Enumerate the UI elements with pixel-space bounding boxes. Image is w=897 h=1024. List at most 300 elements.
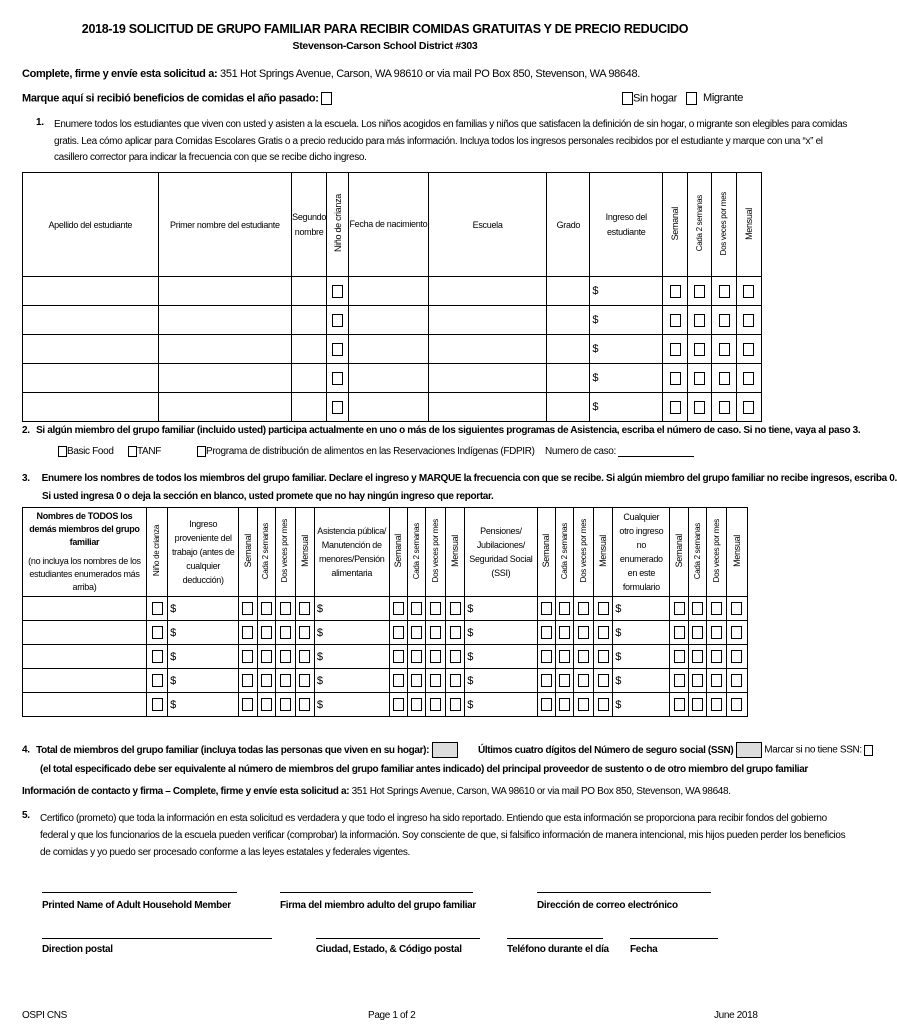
member-assist-twice-monthly-checkbox[interactable] [430,626,441,639]
member-assist-income[interactable] [314,693,389,717]
member-assist-income[interactable] [314,669,389,693]
student-monthly-checkbox[interactable] [743,401,754,414]
col-last-name: Apellido del estudiante [23,173,159,277]
member-work-weekly-checkbox[interactable] [242,698,253,711]
dollar-sign: $ [615,698,622,711]
student-second-name[interactable] [292,364,327,393]
member-assist-monthly-checkbox[interactable] [450,674,461,687]
member-other-weekly-checkbox[interactable] [674,674,685,687]
student-twice-monthly [712,277,737,306]
dollar-sign: $ [592,285,599,297]
student-first-name[interactable] [158,335,292,364]
member-pension-twice-monthly-checkbox[interactable] [578,602,589,615]
student-weekly-checkbox[interactable] [670,285,681,298]
student-biweekly-checkbox[interactable] [694,401,705,414]
household-table [22,507,748,717]
section1-line2: gratis. Lea cómo aplicar para Comidas Escolares Gratis o a precio reducido para más información. Incluya todos los ingresos personales recibidos por el estudiante y marque con una “x” el [54,135,823,147]
student-twice-monthly-checkbox[interactable] [719,285,730,298]
member-assist-twice-monthly-checkbox[interactable] [430,650,441,663]
member-pension-monthly-checkbox[interactable] [598,698,609,711]
member-other-income[interactable] [613,645,670,669]
member-other-weekly-checkbox[interactable] [674,626,685,639]
member-work-biweekly-checkbox[interactable] [261,650,272,663]
student-monthly [736,306,761,335]
member-work-twice-monthly [276,669,295,693]
student-twice-monthly [712,364,737,393]
dollar-sign: $ [615,602,622,615]
member-other-biweekly-checkbox[interactable] [692,602,703,615]
student-grade[interactable] [547,335,590,364]
member-work-monthly-checkbox[interactable] [299,602,310,615]
member-work-weekly-checkbox[interactable] [242,674,253,687]
no-ssn-label: Marcar si no tiene SSN: [764,744,862,756]
member-pension-monthly-checkbox[interactable] [598,674,609,687]
member-other-twice-monthly-checkbox[interactable] [711,698,722,711]
member-work-weekly [239,621,257,645]
col-other-twice-label: Dos veces por mes [711,519,721,583]
col-other-twice [707,508,726,597]
city-label: Ciudad, Estado, & Código postal [316,944,462,955]
students-table [22,172,762,422]
student-foster-checkbox[interactable] [332,343,343,356]
member-foster-checkbox[interactable] [152,602,163,615]
case-number-input[interactable] [618,446,694,457]
student-first-name[interactable] [158,306,292,335]
student-income[interactable] [590,364,663,393]
col-pension-biweekly-label: Cada 2 semanas [559,522,569,580]
student-grade[interactable] [547,306,590,335]
member-assist-weekly [389,693,407,717]
student-twice-monthly-checkbox[interactable] [719,401,730,414]
col-hh-foster [146,508,167,597]
member-assist-weekly-checkbox[interactable] [393,674,404,687]
student-income[interactable] [590,335,663,364]
member-other-weekly-checkbox[interactable] [674,650,685,663]
student-first-name[interactable] [158,393,292,422]
household-header-row [23,508,748,597]
phone-line[interactable] [507,938,603,939]
student-second-name[interactable] [292,393,327,422]
section5-number: 5. [22,810,30,821]
student-biweekly [688,364,712,393]
footer-left: OSPI CNS [22,1010,67,1021]
student-first-name[interactable] [158,277,292,306]
member-pension-twice-monthly-checkbox[interactable] [578,650,589,663]
member-pension-weekly-checkbox[interactable] [541,698,552,711]
col-pension-weekly [537,508,555,597]
student-first-name[interactable] [158,364,292,393]
migrant-option [686,92,743,105]
total-members-label: Total de miembros del grupo familiar (incluya todas las personas que viven en su hogar): [36,744,430,756]
member-work-weekly [239,693,257,717]
member-pension-weekly-checkbox[interactable] [541,650,552,663]
student-birthdate[interactable] [349,335,429,364]
ssn-input[interactable] [736,742,762,758]
migrant-checkbox[interactable] [686,92,697,105]
tanf-checkbox[interactable] [128,446,137,457]
no-ssn-checkbox[interactable] [864,745,873,756]
student-weekly [663,364,688,393]
member-assist-biweekly-checkbox[interactable] [411,650,422,663]
postal-line[interactable] [42,938,272,939]
member-work-twice-monthly-checkbox[interactable] [280,698,291,711]
member-pension-income[interactable] [465,597,537,621]
member-pension-twice-monthly [574,621,593,645]
city-line[interactable] [316,938,480,939]
student-monthly-checkbox[interactable] [743,314,754,327]
col-monthly [736,173,761,277]
col-work-biweekly-label: Cada 2 semanas [261,522,271,580]
col-pension-monthly [593,508,612,597]
member-assist-biweekly-checkbox[interactable] [411,626,422,639]
student-birthdate[interactable] [349,393,429,422]
student-weekly [663,393,688,422]
col-other-income: Cualquier otro ingreso no enumerado en este formulario [613,508,670,597]
member-work-twice-monthly-checkbox[interactable] [280,626,291,639]
col-work-income: Ingreso proveniente del trabajo (antes de cualquier deducción) [168,508,239,597]
phone-label: Teléfono durante el día [507,944,609,955]
member-pension-biweekly-checkbox[interactable] [559,674,570,687]
household-row [23,693,748,717]
tanf-option [128,446,161,457]
student-income[interactable] [590,306,663,335]
member-work-biweekly-checkbox[interactable] [261,626,272,639]
member-foster-checkbox[interactable] [152,698,163,711]
date-line[interactable] [630,938,718,939]
member-assist-biweekly-checkbox[interactable] [411,674,422,687]
member-work-monthly-checkbox[interactable] [299,650,310,663]
dollar-sign: $ [170,650,176,663]
member-work-twice-monthly [276,693,295,717]
student-biweekly-checkbox[interactable] [694,343,705,356]
member-pension-biweekly [556,597,574,621]
col-other-weekly-label: Semanal [674,534,685,568]
member-other-biweekly [688,669,706,693]
student-last-name[interactable] [23,335,159,364]
member-work-twice-monthly-checkbox[interactable] [280,674,291,687]
member-assist-biweekly [408,621,426,645]
member-foster-checkbox[interactable] [152,626,163,639]
member-other-weekly-checkbox[interactable] [674,602,685,615]
col-assist-biweekly-label: Cada 2 semanas [411,522,421,580]
member-assist-biweekly-checkbox[interactable] [411,698,422,711]
member-foster [146,621,167,645]
member-other-income[interactable] [613,621,670,645]
col-household-names-label: Nombres de TODOS los demás miembros del grupo familiar [29,511,140,547]
student-twice-monthly [712,335,737,364]
student-second-name[interactable] [292,335,327,364]
student-birthdate[interactable] [349,277,429,306]
section2-text: Si algún miembro del grupo familiar (incluido usted) participa actualmente en uno o más de los siguientes programas de Asistencia, escriba el número de caso. Si no tiene, vaya al paso 3. [36,425,861,436]
member-pension-weekly-checkbox[interactable] [541,626,552,639]
member-pension-income[interactable] [465,645,537,669]
member-other-monthly-checkbox[interactable] [731,650,742,663]
student-grade[interactable] [547,393,590,422]
signature-line[interactable] [280,892,473,893]
member-assist-monthly-checkbox[interactable] [450,650,461,663]
member-assist-weekly-checkbox[interactable] [393,650,404,663]
member-other-twice-monthly-checkbox[interactable] [711,602,722,615]
col-pension-weekly-label: Semanal [541,534,552,568]
student-foster-checkbox[interactable] [332,314,343,327]
member-work-twice-monthly-checkbox[interactable] [280,650,291,663]
member-assist-biweekly-checkbox[interactable] [411,602,422,615]
student-biweekly [688,335,712,364]
col-foster-label: Niño de crianza [332,194,343,253]
student-foster-checkbox[interactable] [332,401,343,414]
col-school: Escuela [428,173,547,277]
student-biweekly [688,306,712,335]
member-work-biweekly-checkbox[interactable] [261,698,272,711]
homeless-checkbox[interactable] [622,92,633,105]
member-work-monthly-checkbox[interactable] [299,698,310,711]
member-work-biweekly [257,669,275,693]
member-work-income[interactable] [168,597,239,621]
member-other-monthly [726,669,747,693]
student-monthly-checkbox[interactable] [743,285,754,298]
col-assist-biweekly [408,508,426,597]
member-assist-monthly-checkbox[interactable] [450,602,461,615]
member-other-income[interactable] [613,597,670,621]
member-assist-income[interactable] [314,645,389,669]
member-pension-biweekly-checkbox[interactable] [559,650,570,663]
member-work-biweekly-checkbox[interactable] [261,674,272,687]
household-row [23,669,748,693]
member-name[interactable] [23,597,147,621]
household-row [23,621,748,645]
member-assist-monthly-checkbox[interactable] [450,626,461,639]
member-other-monthly-checkbox[interactable] [731,602,742,615]
member-other-biweekly-checkbox[interactable] [692,698,703,711]
household-row [23,597,748,621]
member-pension-biweekly-checkbox[interactable] [559,698,570,711]
student-row [23,393,762,422]
member-name[interactable] [23,621,147,645]
student-school[interactable] [428,306,547,335]
student-foster-checkbox[interactable] [332,285,343,298]
member-pension-biweekly-checkbox[interactable] [559,626,570,639]
student-last-name[interactable] [23,393,159,422]
member-work-biweekly-checkbox[interactable] [261,602,272,615]
student-weekly-checkbox[interactable] [670,314,681,327]
student-birthdate[interactable] [349,364,429,393]
member-work-twice-monthly [276,597,295,621]
col-monthly-label: Mensual [743,207,754,240]
member-assist-weekly-checkbox[interactable] [393,602,404,615]
migrant-label: Migrante [703,92,743,105]
member-pension-weekly-checkbox[interactable] [541,602,552,615]
member-other-weekly [670,693,688,717]
member-other-weekly-checkbox[interactable] [674,698,685,711]
member-other-biweekly-checkbox[interactable] [692,674,703,687]
col-foster [327,173,349,277]
member-other-income[interactable] [613,669,670,693]
member-foster-checkbox[interactable] [152,650,163,663]
member-assist-twice-monthly-checkbox[interactable] [430,602,441,615]
member-foster [146,693,167,717]
member-other-income[interactable] [613,693,670,717]
member-assist-income[interactable] [314,621,389,645]
member-pension-income[interactable] [465,693,537,717]
member-pension-biweekly-checkbox[interactable] [559,602,570,615]
member-work-weekly-checkbox[interactable] [242,626,253,639]
section3-line1: Enumere los nombres de todos los miembros del grupo familiar. Declare el ingreso y MARQUE la frecuencia con que se recibe. Si algún miembro del grupo familiar no recibe ingresos, escriba 0. [41,473,897,484]
member-other-twice-monthly-checkbox[interactable] [711,674,722,687]
member-other-biweekly [688,621,706,645]
certification-line3: de comidas y yo puedo ser procesado conforme a las leyes estatales y federales vigentes. [40,847,410,858]
col-second-name: Segundo nombre [292,173,327,277]
member-pension-income[interactable] [465,669,537,693]
member-other-biweekly-checkbox[interactable] [692,650,703,663]
section3-line2: Si usted ingresa 0 o deja la sección en blanco, usted promete que no hay ningún ingreso que reportar. [42,491,494,502]
email-line[interactable] [537,892,711,893]
member-pension-monthly-checkbox[interactable] [598,602,609,615]
member-pension-twice-monthly-checkbox[interactable] [578,626,589,639]
member-pension-weekly [537,621,555,645]
member-assist-twice-monthly-checkbox[interactable] [430,698,441,711]
member-assist-monthly-checkbox[interactable] [450,698,461,711]
student-foster [327,306,349,335]
section1-line1: Enumere todos los estudiantes que viven con usted y asisten a la escuela. Los niños acogidos en familias y niños que satisfacen la definición de sin hogar, o migrante son elegibles para comidas [54,119,847,130]
dollar-sign: $ [467,650,474,663]
member-assist-weekly-checkbox[interactable] [393,698,404,711]
student-twice-monthly-checkbox[interactable] [719,314,730,327]
student-biweekly-checkbox[interactable] [694,372,705,385]
footer-page: Page 1 of 2 [368,1010,416,1021]
benefits-last-year-checkbox[interactable] [321,92,332,105]
member-work-monthly-checkbox[interactable] [299,626,310,639]
student-biweekly-checkbox[interactable] [694,285,705,298]
student-school[interactable] [428,393,547,422]
student-school[interactable] [428,364,547,393]
member-foster-checkbox[interactable] [152,674,163,687]
member-assist-weekly-checkbox[interactable] [393,626,404,639]
student-twice-monthly-checkbox[interactable] [719,372,730,385]
member-pension-monthly [593,621,612,645]
member-work-monthly [295,669,314,693]
student-weekly [663,335,688,364]
student-income[interactable] [590,277,663,306]
member-name[interactable] [23,669,147,693]
member-other-biweekly-checkbox[interactable] [692,626,703,639]
member-other-monthly-checkbox[interactable] [731,674,742,687]
member-other-biweekly [688,645,706,669]
member-other-monthly-checkbox[interactable] [731,626,742,639]
email-label: Dirección de correo electrónico [537,900,678,911]
col-work-weekly-label: Semanal [242,534,253,568]
col-biweekly [688,173,712,277]
section2-heading [22,425,860,436]
member-assist-monthly [445,645,464,669]
student-second-name[interactable] [292,306,327,335]
student-weekly-checkbox[interactable] [670,372,681,385]
student-grade[interactable] [547,364,590,393]
student-last-name[interactable] [23,364,159,393]
dollar-sign: $ [467,698,474,711]
student-row [23,335,762,364]
member-work-biweekly [257,645,275,669]
member-pension-monthly-checkbox[interactable] [598,650,609,663]
student-biweekly-checkbox[interactable] [694,314,705,327]
student-school[interactable] [428,335,547,364]
member-pension-twice-monthly-checkbox[interactable] [578,674,589,687]
member-assist-biweekly [408,597,426,621]
member-work-twice-monthly-checkbox[interactable] [280,602,291,615]
member-work-income[interactable] [168,645,239,669]
member-pension-twice-monthly-checkbox[interactable] [578,698,589,711]
footer-date: June 2018 [714,1010,758,1021]
member-work-income[interactable] [168,621,239,645]
member-work-income[interactable] [168,693,239,717]
member-work-income[interactable] [168,669,239,693]
student-last-name[interactable] [23,277,159,306]
student-monthly-checkbox[interactable] [743,372,754,385]
total-members-input[interactable] [432,742,458,758]
student-twice-monthly-checkbox[interactable] [719,343,730,356]
student-birthdate[interactable] [349,306,429,335]
member-assist-income[interactable] [314,597,389,621]
fdpir-checkbox[interactable] [197,446,206,457]
member-pension-monthly [593,693,612,717]
postal-label: Direction postal [42,944,113,955]
basic-food-checkbox[interactable] [58,446,67,457]
homeless-option [622,92,677,105]
household-body [23,597,748,717]
member-pension-weekly-checkbox[interactable] [541,674,552,687]
member-pension-weekly [537,693,555,717]
member-other-twice-monthly-checkbox[interactable] [711,626,722,639]
col-household-names-note: (no incluya los nombres de los estudiantes enumerados más arriba) [28,556,141,592]
col-pension-twice-label: Dos veces por mes [578,519,588,583]
printed-name-line[interactable] [42,892,237,893]
member-pension-monthly-checkbox[interactable] [598,626,609,639]
student-last-name[interactable] [23,306,159,335]
member-foster [146,669,167,693]
student-grade[interactable] [547,277,590,306]
member-work-biweekly [257,597,275,621]
member-work-monthly [295,645,314,669]
member-work-monthly-checkbox[interactable] [299,674,310,687]
student-weekly-checkbox[interactable] [670,401,681,414]
member-work-weekly-checkbox[interactable] [242,602,253,615]
member-assist-biweekly [408,645,426,669]
student-twice-monthly [712,393,737,422]
student-school[interactable] [428,277,547,306]
member-name[interactable] [23,645,147,669]
col-assistance: Asistencia pública/ Manutención de menores/Pensión alimentaria [314,508,389,597]
submit-instructions-label: Complete, firme y envíe esta solicitud a: [22,68,218,80]
student-second-name[interactable] [292,277,327,306]
dollar-sign: $ [170,602,176,615]
col-weekly-label: Semanal [670,206,681,241]
member-other-monthly-checkbox[interactable] [731,698,742,711]
member-name[interactable] [23,693,147,717]
member-pension-biweekly [556,693,574,717]
member-other-twice-monthly-checkbox[interactable] [711,650,722,663]
member-assist-twice-monthly [426,645,445,669]
form-title: 2018-19 SOLICITUD DE GRUPO FAMILIAR PARA RECIBIR COMIDAS GRATUITAS Y DE PRECIO REDUCIDO [81,22,689,36]
student-monthly-checkbox[interactable] [743,343,754,356]
col-twice-monthly [712,173,737,277]
member-work-weekly-checkbox[interactable] [242,650,253,663]
student-weekly-checkbox[interactable] [670,343,681,356]
member-pension-income[interactable] [465,621,537,645]
basic-food-label: Basic Food [67,446,114,458]
member-assist-twice-monthly-checkbox[interactable] [430,674,441,687]
student-foster-checkbox[interactable] [332,372,343,385]
member-pension-twice-monthly [574,693,593,717]
student-income[interactable] [590,393,663,422]
